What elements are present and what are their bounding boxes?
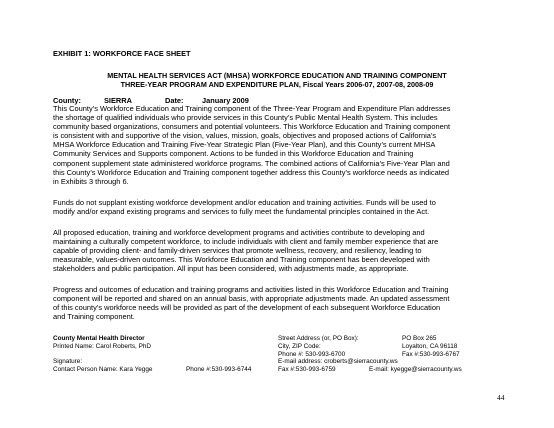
- paragraph-line: Community Services and Supports component. Actions to be funded in this Workforce Education and Training: [53, 149, 414, 159]
- paragraph-line: MHSA Workforce Education and Training Five-Year Strategic Plan (Five-Year Plan), and this County’s current MHSA: [53, 140, 436, 150]
- fax-number: Fax #:530-993-6767: [402, 350, 460, 358]
- paragraph-line: All proposed education, training and workforce development programs and activities contribute to developing and: [53, 228, 425, 237]
- director-heading: County Mental Health Director: [53, 335, 145, 342]
- paragraph-line: Progress and outcomes of education and training programs and activities listed in this Workforce Education and Training: [53, 285, 449, 294]
- exhibit-heading: EXHIBIT 1: WORKFORCE FACE SHEET: [53, 49, 191, 58]
- title-line-1: MENTAL HEALTH SERVICES ACT (MHSA) WORKFORCE EDUCATION AND TRAINING COMPONENT: [107, 71, 447, 80]
- city-label: City, ZIP Code:: [278, 342, 321, 350]
- paragraph-progress: [53, 285, 503, 321]
- contact-email: E-mail: kyegge@sierracounty.ws: [369, 366, 462, 374]
- paragraph-line: capable of providing client- and family-driven services that promote wellness, recovery, and resiliency, leading to: [53, 246, 422, 256]
- paragraph-line: and Training component.: [53, 312, 135, 322]
- paragraph-line: community based organizations, consumers and potential volunteers. This Workforce Education and Training component: [53, 122, 451, 132]
- county-label: County:: [53, 96, 81, 105]
- date-value: January 2009: [202, 96, 249, 105]
- paragraph-line: Funds do not supplant existing workforce development and/or education and training activities. Funds will be used to: [53, 198, 436, 207]
- county-value: SIERRA: [104, 96, 132, 105]
- signature-label: Signature:: [53, 358, 83, 366]
- street-label: Street Address (or, PO Box):: [278, 335, 359, 342]
- page-number: 44: [497, 393, 505, 402]
- paragraph-programs: [53, 228, 503, 273]
- email-address: E-mail address: croberts@sierracounty.ws: [278, 358, 398, 366]
- paragraph-line: maintaining a culturally competent workforce, to include individuals with client and family member experience that are: [53, 237, 439, 247]
- paragraph-line: This County’s Workforce Education and Training component of the Three-Year Program and Expenditure Plan addresses: [53, 104, 451, 113]
- paragraph-line: the shortage of qualified individuals who provide services in this County’s Public Mental Health System. This includes: [53, 113, 438, 123]
- contact-fax: Fax #:530-993-6759: [278, 366, 336, 374]
- paragraph-line: of this county’s workforce needs will be provided as part of the development of each subsequent Workforce Education: [53, 303, 441, 313]
- paragraph-line: measurable, values-driven outcomes. This Workforce Education and Training component has been developed with: [53, 255, 430, 265]
- title-line-2: THREE-YEAR PROGRAM AND EXPENDITURE PLAN, Fiscal Years 2006-07, 2007-08, 2008-09: [120, 79, 434, 89]
- city-value: Loyalton, CA 96118: [402, 342, 458, 350]
- paragraph-funds: [53, 198, 503, 216]
- paragraph-line: component supplement state administered workforce programs. The combined actions of California’s Five-Year Plan and: [53, 158, 450, 168]
- printed-name: Printed Name: Carol Roberts, PhD: [53, 342, 152, 350]
- contact-person: Contact Person Name: Kara Yegge: [53, 366, 153, 374]
- paragraph-line: is consistent with and supportive of the vision, values, mission, goals, objectives and proposed actions of California’s: [53, 131, 437, 141]
- paragraph-line: in Exhibits 3 through 6.: [53, 176, 129, 186]
- contact-phone: Phone #:530-993-6744: [186, 366, 252, 374]
- date-label: Date:: [165, 96, 184, 105]
- paragraph-line: component will be reported and shared on an annual basis, with appropriate adjustments made. An updated assessment: [53, 294, 450, 304]
- paragraph-intro: [53, 104, 503, 186]
- paragraph-line: stakeholders and public participation. All input has been considered, with adjustments made, as appropriate.: [53, 264, 409, 274]
- paragraph-line: this County’s Workforce Education and Training component together address this County’s workforce needs as indicated: [53, 167, 450, 177]
- street-value: PO Box 265: [402, 335, 437, 342]
- paragraph-line: modify and/or expand existing programs and services to fully meet the fundamental principles contained in the Act.: [53, 207, 430, 217]
- phone-number: Phone #: 530-993-6700: [278, 350, 346, 358]
